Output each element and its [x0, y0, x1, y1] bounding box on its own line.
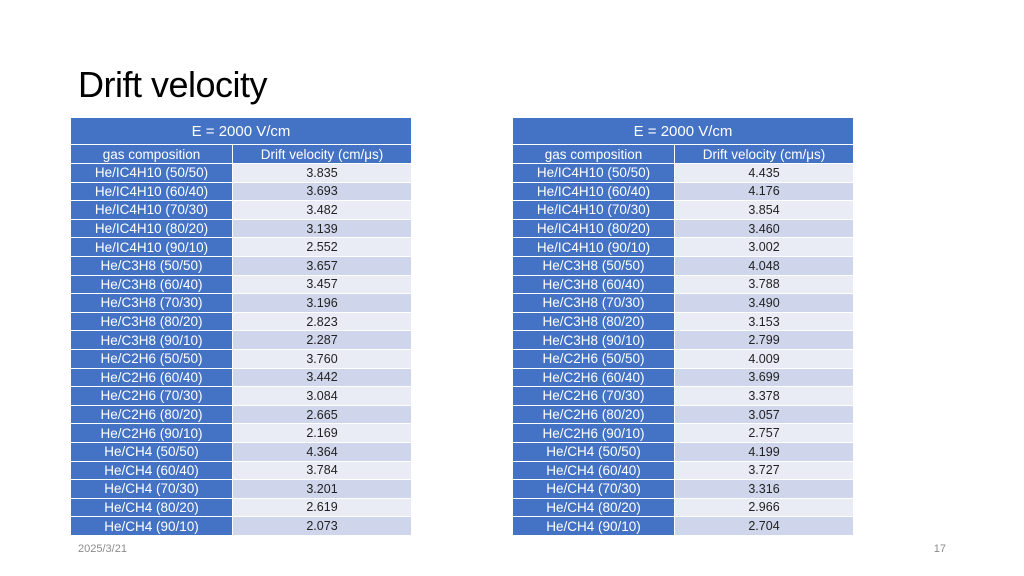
gas-composition-cell: He/CH4 (60/40) [513, 461, 675, 480]
gas-composition-cell: He/CH4 (70/30) [71, 480, 233, 499]
table-row [513, 238, 854, 257]
gas-composition-cell: He/IC4H10 (90/10) [513, 238, 675, 257]
column-header-gas-composition: gas composition [513, 145, 675, 164]
drift-velocity-cell: 3.442 [233, 368, 412, 387]
table-row [513, 480, 854, 499]
gas-composition-cell: He/CH4 (60/40) [71, 461, 233, 480]
gas-composition-cell: He/IC4H10 (70/30) [71, 201, 233, 220]
gas-composition-cell: He/C2H6 (70/30) [513, 387, 675, 406]
gas-composition-cell: He/C2H6 (60/40) [513, 368, 675, 387]
gas-composition-cell: He/C2H6 (60/40) [71, 368, 233, 387]
table-row [513, 331, 854, 350]
drift-velocity-cell: 4.009 [675, 349, 854, 368]
gas-composition-cell: He/IC4H10 (80/20) [71, 219, 233, 238]
table-row [513, 256, 854, 275]
gas-composition-cell: He/C2H6 (70/30) [71, 387, 233, 406]
drift-velocity-cell: 3.693 [233, 182, 412, 201]
drift-velocity-cell: 3.788 [675, 275, 854, 294]
drift-velocity-cell: 4.435 [675, 164, 854, 183]
gas-composition-cell: He/IC4H10 (60/40) [71, 182, 233, 201]
gas-composition-cell: He/C2H6 (50/50) [71, 349, 233, 368]
drift-velocity-cell: 3.727 [675, 461, 854, 480]
drift-velocity-cell: 4.176 [675, 182, 854, 201]
drift-velocity-cell: 3.196 [233, 294, 412, 313]
drift-velocity-cell: 3.201 [233, 480, 412, 499]
gas-composition-cell: He/C2H6 (50/50) [513, 349, 675, 368]
gas-composition-cell: He/C2H6 (80/20) [513, 405, 675, 424]
gas-composition-cell: He/CH4 (50/50) [71, 442, 233, 461]
gas-composition-cell: He/IC4H10 (50/50) [513, 164, 675, 183]
gas-composition-cell: He/IC4H10 (90/10) [71, 238, 233, 257]
gas-composition-cell: He/C2H6 (90/10) [71, 424, 233, 443]
gas-composition-cell: He/IC4H10 (60/40) [513, 182, 675, 201]
table-row [513, 461, 854, 480]
table-caption: E = 2000 V/cm [71, 118, 412, 145]
table-row [513, 442, 854, 461]
table-row [513, 219, 854, 238]
gas-composition-cell: He/C3H8 (70/30) [71, 294, 233, 313]
slide-number: 17 [933, 543, 946, 555]
gas-composition-cell: He/C3H8 (90/10) [71, 331, 233, 350]
gas-composition-cell: He/C3H8 (50/50) [513, 256, 675, 275]
gas-composition-cell: He/C2H6 (80/20) [71, 405, 233, 424]
table-row [71, 480, 412, 499]
drift-velocity-table-left [70, 117, 412, 536]
drift-velocity-cell: 2.757 [675, 424, 854, 443]
drift-velocity-cell: 3.784 [233, 461, 412, 480]
drift-velocity-cell: 3.835 [233, 164, 412, 183]
table-row [71, 219, 412, 238]
table-row [71, 349, 412, 368]
gas-composition-cell: He/C3H8 (50/50) [71, 256, 233, 275]
gas-composition-cell: He/C3H8 (60/40) [513, 275, 675, 294]
gas-composition-cell: He/C3H8 (80/20) [71, 312, 233, 331]
drift-velocity-cell: 3.482 [233, 201, 412, 220]
table-row [513, 424, 854, 443]
column-header-drift-velocity: Drift velocity (cm/μs) [233, 145, 412, 164]
table-row [513, 294, 854, 313]
drift-velocity-cell: 3.760 [233, 349, 412, 368]
gas-composition-cell: He/C2H6 (90/10) [513, 424, 675, 443]
drift-velocity-cell: 3.057 [675, 405, 854, 424]
drift-velocity-cell: 3.460 [675, 219, 854, 238]
table-row [71, 498, 412, 517]
slide-title: Drift velocity [78, 64, 268, 105]
table-row [513, 368, 854, 387]
drift-velocity-cell: 4.364 [233, 442, 412, 461]
table-row [71, 442, 412, 461]
table-caption: E = 2000 V/cm [513, 118, 854, 145]
table-row [71, 256, 412, 275]
table-row [513, 517, 854, 536]
table-row [513, 349, 854, 368]
gas-composition-cell: He/CH4 (90/10) [513, 517, 675, 536]
table-row [71, 424, 412, 443]
column-header-drift-velocity: Drift velocity (cm/μs) [675, 145, 854, 164]
table-row [71, 461, 412, 480]
table-row [71, 387, 412, 406]
table-row [71, 182, 412, 201]
table-row [71, 201, 412, 220]
gas-composition-cell: He/CH4 (70/30) [513, 480, 675, 499]
table-row [513, 164, 854, 183]
drift-velocity-cell: 3.002 [675, 238, 854, 257]
gas-composition-cell: He/CH4 (90/10) [71, 517, 233, 536]
table-row [513, 498, 854, 517]
table-row [71, 368, 412, 387]
gas-composition-cell: He/CH4 (80/20) [513, 498, 675, 517]
table-body [71, 164, 412, 536]
drift-velocity-cell: 2.799 [675, 331, 854, 350]
drift-velocity-cell: 2.073 [233, 517, 412, 536]
table-row [513, 312, 854, 331]
drift-velocity-cell: 3.854 [675, 201, 854, 220]
table-row [71, 312, 412, 331]
gas-composition-cell: He/IC4H10 (50/50) [71, 164, 233, 183]
drift-velocity-cell: 2.704 [675, 517, 854, 536]
gas-composition-cell: He/C3H8 (60/40) [71, 275, 233, 294]
drift-velocity-cell: 3.699 [675, 368, 854, 387]
table-row [513, 182, 854, 201]
gas-composition-cell: He/CH4 (50/50) [513, 442, 675, 461]
drift-velocity-cell: 3.657 [233, 256, 412, 275]
table-row [71, 517, 412, 536]
footer-date: 2025/3/21 [78, 543, 127, 555]
table-row [71, 331, 412, 350]
drift-velocity-table-right [512, 117, 854, 536]
table-row [513, 201, 854, 220]
drift-velocity-cell: 3.316 [675, 480, 854, 499]
drift-velocity-cell: 2.823 [233, 312, 412, 331]
drift-velocity-cell: 2.966 [675, 498, 854, 517]
drift-velocity-cell: 2.552 [233, 238, 412, 257]
drift-velocity-cell: 3.139 [233, 219, 412, 238]
gas-composition-cell: He/C3H8 (70/30) [513, 294, 675, 313]
table-row [71, 164, 412, 183]
table-body [513, 164, 854, 536]
drift-velocity-cell: 3.490 [675, 294, 854, 313]
table-row [71, 238, 412, 257]
table-row [513, 275, 854, 294]
gas-composition-cell: He/IC4H10 (80/20) [513, 219, 675, 238]
drift-velocity-cell: 3.457 [233, 275, 412, 294]
gas-composition-cell: He/CH4 (80/20) [71, 498, 233, 517]
drift-velocity-cell: 2.619 [233, 498, 412, 517]
table-row [71, 294, 412, 313]
table-row [513, 405, 854, 424]
drift-velocity-cell: 3.378 [675, 387, 854, 406]
drift-velocity-cell: 3.153 [675, 312, 854, 331]
gas-composition-cell: He/IC4H10 (70/30) [513, 201, 675, 220]
table-row [71, 275, 412, 294]
column-header-gas-composition: gas composition [71, 145, 233, 164]
drift-velocity-cell: 4.048 [675, 256, 854, 275]
drift-velocity-cell: 2.665 [233, 405, 412, 424]
drift-velocity-cell: 2.287 [233, 331, 412, 350]
drift-velocity-cell: 4.199 [675, 442, 854, 461]
drift-velocity-cell: 2.169 [233, 424, 412, 443]
gas-composition-cell: He/C3H8 (90/10) [513, 331, 675, 350]
gas-composition-cell: He/C3H8 (80/20) [513, 312, 675, 331]
table-row [71, 405, 412, 424]
drift-velocity-cell: 3.084 [233, 387, 412, 406]
table-row [513, 387, 854, 406]
